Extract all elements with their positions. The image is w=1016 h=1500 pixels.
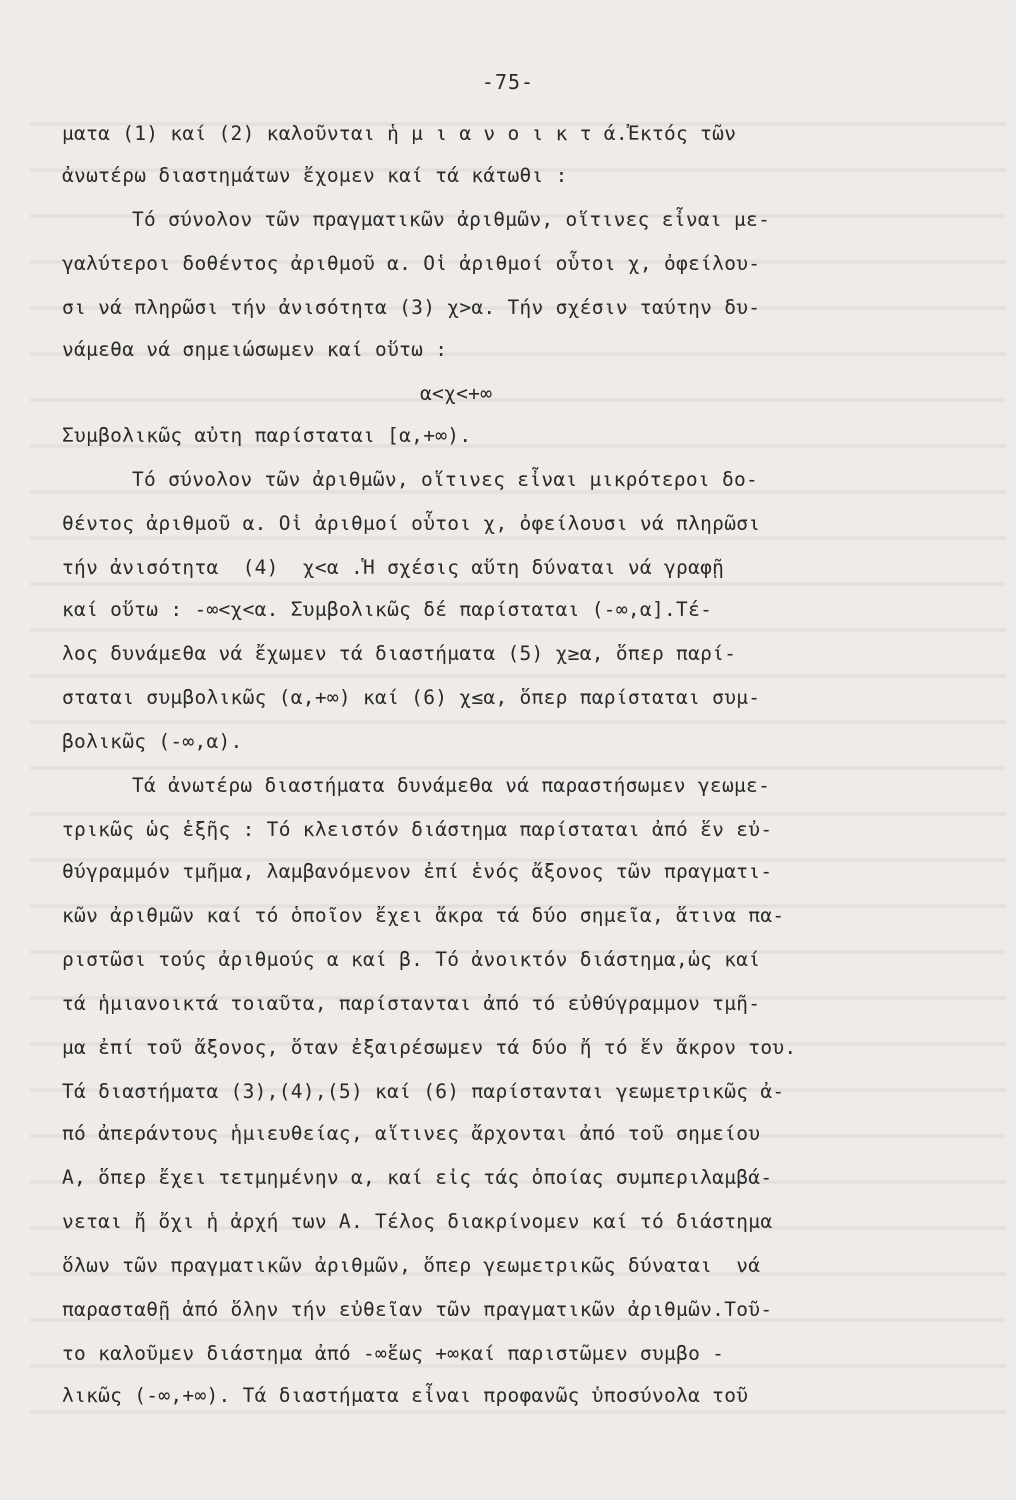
text-line: θέντος ἀριθμοῦ α. Οἱ ἀριθμοί οὗτοι χ, ὀφείλουσι νά πληρῶσι — [62, 512, 761, 535]
text-line: ριστῶσι τούς ἀριθμούς α καί β. Τό ἀνοικτόν διάστημα,ὡς καί — [62, 948, 761, 971]
text-line: γαλύτεροι δοθέντος ἀριθμοῦ α. Οἱ ἀριθμοί οὗτοι χ, ὀφείλου- — [62, 252, 761, 275]
text-line: Τά διαστήματα (3),(4),(5) καί (6) παρίστανται γεωμετρικῶς ἀ- — [62, 1080, 785, 1103]
text-line: ἀνωτέρω διαστημάτων ἔχομεν καί τά κάτωθι : — [62, 164, 568, 187]
text-line: Α, ὅπερ ἔχει τετμημένην α, καί εἰς τάς ὁποίας συμπεριλαμβά- — [62, 1166, 773, 1189]
text-line: λος δυνάμεθα νά ἔχωμεν τά διαστήματα (5) χ≥α, ὅπερ παρί- — [62, 642, 737, 665]
text-line: τά ἡμιανοικτά τοιαῦτα, παρίστανται ἀπό τό εὐθύγραμμον τμῆ- — [62, 992, 761, 1015]
text-line: καί οὕτω : -∞<χ<α. Συμβολικῶς δέ παρίσταται (-∞,α].Τέ- — [62, 598, 713, 621]
text-line: θύγραμμόν τμῆμα, λαμβανόμενον ἐπί ἑνός ἄξονος τῶν πραγματι- — [62, 860, 773, 883]
text-line: νάμεθα νά σημειώσωμεν καί οὕτω : — [62, 338, 448, 361]
text-line: το καλοῦμεν διάστημα ἀπό -∞ἕως +∞καί παριστῶμεν συμβο - — [62, 1342, 725, 1365]
text-line: σταται συμβολικῶς (α,+∞) καί (6) χ≤α, ὅπερ παρίσταται συμ- — [62, 686, 761, 709]
text-line: λικῶς (-∞,+∞). Τά διαστήματα εἶναι προφανῶς ὑποσύνολα τοῦ — [62, 1384, 749, 1407]
page-number: -75- — [481, 70, 535, 94]
text-line: Τό σύνολον τῶν ἀριθμῶν, οἵτινες εἶναι μικρότεροι δο- — [132, 468, 759, 491]
text-line: νεται ἤ ὄχι ἡ ἀρχή των Α. Τέλος διακρίνομεν καί τό διάστημα — [62, 1210, 773, 1233]
text-line: κῶν ἀριθμῶν καί τό ὁποῖον ἔχει ἄκρα τά δύο σημεῖα, ἅτινα πα- — [62, 904, 785, 927]
formula-line: α<χ<+∞ — [420, 382, 493, 405]
text-line: Τά ἀνωτέρω διαστήματα δυνάμεθα νά παραστήσωμεν γεωμε- — [132, 774, 771, 797]
text-line: ματα (1) καί (2) καλοῦνται ἡ μ ι α ν ο ι κ τ ά.Ἐκτός τῶν — [62, 122, 737, 145]
text-line: παρασταθῇ ἀπό ὅλην τήν εὐθεῖαν τῶν πραγματικῶν ἀριθμῶν.Τοῦ- — [62, 1298, 773, 1321]
text-line: τρικῶς ὡς ἑξῆς : Τό κλειστόν διάστημα παρίσταται ἀπό ἕν εὐ- — [62, 818, 773, 841]
text-line: Τό σύνολον τῶν πραγματικῶν ἀριθμῶν, οἵτινες εἶναι με- — [132, 208, 771, 231]
text-line: ὅλων τῶν πραγματικῶν ἀριθμῶν, ὅπερ γεωμετρικῶς δύναται νά — [62, 1254, 761, 1277]
text-line: πό ἀπεράντους ἡμιευθείας, αἵτινες ἄρχονται ἀπό τοῦ σημείου — [62, 1122, 761, 1145]
text-line: μα ἐπί τοῦ ἄξονος, ὅταν ἐξαιρέσωμεν τά δύο ἤ τό ἕν ἄκρον του. — [62, 1036, 797, 1059]
text-line: Συμβολικῶς αὐτη παρίσταται [α,+∞). — [62, 424, 472, 447]
text-line: σι νά πληρῶσι τήν ἀνισότητα (3) χ>α. Τήν σχέσιν ταύτην δυ- — [62, 296, 761, 319]
text-line: τήν ἀνισότητα (4) χ<α .Ἡ σχέσις αὕτη δύναται νά γραφῇ — [62, 556, 725, 579]
text-line: βολικῶς (-∞,α). — [62, 730, 243, 753]
